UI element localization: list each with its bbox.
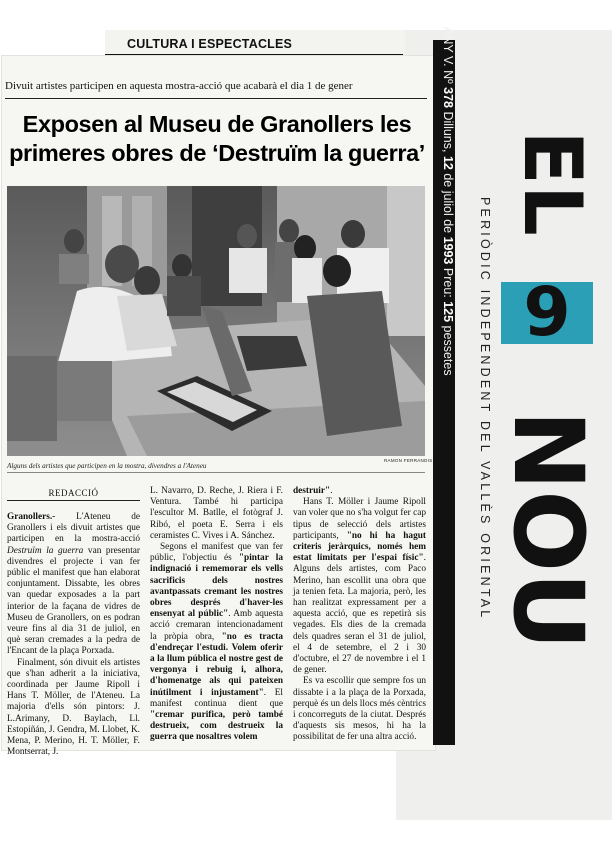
article-column-3 <box>293 486 426 744</box>
logo-el <box>505 128 599 238</box>
logo-nou <box>492 400 604 660</box>
col2-paragraph-2 <box>150 542 283 744</box>
issue-prefix: ANY V. Nº <box>441 27 455 88</box>
article-headline <box>6 110 428 168</box>
manifest-quote-2: "no es tracta d'endreçar l'estudi. Volem oferir a la llum pública el nostre gest de vergonya i rebuig i, alhora, d'homenatge als qui pateixen inútilment i injustament" <box>150 631 283 698</box>
article-column-1 <box>7 512 140 758</box>
manifest-quote-end: destruir" <box>293 486 331 496</box>
article-kicker: Divuit artistes participen en aquesta mostra-acció que acabarà el dia 1 de gener <box>5 80 353 92</box>
logo-9-box <box>501 273 593 352</box>
caption-rule <box>7 472 425 473</box>
dateline: Granollers.- <box>7 512 56 522</box>
photo-caption: Alguns dels artistes que participen en la mostra, divendres a l'Ateneu <box>7 462 207 470</box>
photo-credit: RAMON FERRANDIS <box>384 458 433 463</box>
col2-paragraph-1: L. Navarro, D. Reche, J. Riera i F. Ventura. També hi participa l'escultor M. Batlle, el fotògraf J. Ribó, el poeta E. Serra i els ceramistes C. Vives i A. Sánchez. <box>150 486 283 541</box>
masthead-issue-bar <box>433 27 455 745</box>
article-byline: REDACCIÓ <box>48 488 99 498</box>
issue-year: 1993 <box>441 236 455 265</box>
manifest-quote-1: "pintar la indignació i rememorar els vells sacrificis dels nostres avantpassats cremant les nostres obres després d'haver-les ensenyat al públic" <box>150 553 284 620</box>
col3-text-b: . Alguns dels artistes, com Paco Merino, han escollit una obra que ja tenien feta. La majoria, però, les han realitzat expressament per a aquesta acció, que es repetirà sis vegades. Els dies de la cremada dels quadres seran el 31 de juliol, el 4 de setembre, el 2 i 30 d'octubre, el 27 de novembre i el 1 de gener. <box>293 553 426 676</box>
article-column-2 <box>150 486 283 744</box>
issue-price-label: Preu: <box>441 264 455 302</box>
issue-currency: pessetes <box>441 322 455 376</box>
col1-paragraph-2: Finalment, són divuit els artistes que s'han adherit a la iniciativa, coordinada per Jaume Ripoll i Hans T. Möller, de l'Ateneu. La majoria d'ells són pintors: J. L.Arimany, D. Baylach, Ll. Estopiñán, J. Gendra, M. Llobet, K. Mena, P. Merino, H. T. Möller, F. Montserrat, J. <box>7 657 140 758</box>
photo-illustration <box>7 186 425 456</box>
issue-day: Dilluns, <box>441 108 455 156</box>
byline-rule <box>7 500 140 501</box>
logo-nou-text: NOU <box>492 410 604 650</box>
kicker-rule <box>5 98 427 99</box>
section-label: CULTURA I ESPECTACLES <box>127 37 293 51</box>
article-photo <box>7 186 425 456</box>
col1-text-a: L'Ateneu de Granollers i els divuit artistes que participen en la mostra-acció <box>7 512 140 545</box>
col3-text-a: Hans T. Möller i Jaume Ripoll van voler que no s'ha volgut fer cap tipus de selecció dels artistes participants, <box>293 497 426 541</box>
headline-line-2: primeres obres de ‘Destruïm la guerra’ <box>9 140 425 166</box>
col3-paragraph-2: Es va escollir que sempre fos un dissabte i a la plaça de la Porxada, perquè és un dels llocs més cèntrics i concorreguts de la ciutat. Després d'aquests sis mesos, hi ha la possibilitat de fer una altra acció. <box>293 676 426 743</box>
headline-line-1: Exposen al Museu de Granollers les <box>22 111 412 137</box>
col3-paragraph-0 <box>293 486 426 497</box>
manifest-quote-3: "cremar purifica, però també destrueix, com destrueix la guerra que nosaltres volem <box>150 710 283 743</box>
col2-text-b: . Amb aquesta acció cremaran intencionadament la pròpia obra, <box>150 609 284 642</box>
exhibition-title: Destruïm la guerra <box>7 545 84 556</box>
issue-price: 125 <box>441 301 455 323</box>
issue-number: 378 <box>441 87 455 109</box>
col2-text-a: Segons el manifest que van fer públic, l'objectiu és <box>150 542 283 564</box>
organizers-quote: "no hi ha hagut criteris jeràrquics, només hem estat limitats per l'espai físic" <box>293 530 426 564</box>
logo-9: 9 <box>523 273 571 352</box>
issue-line <box>441 27 455 477</box>
issue-month: de juliol de <box>441 169 455 237</box>
col3-text-end: . <box>330 486 333 496</box>
issue-date-number: 12 <box>441 155 455 170</box>
col1-paragraph-1 <box>7 512 140 658</box>
masthead-tagline: PERIÒDIC INDEPENDENT DEL VALLÈS ORIENTAL <box>478 197 492 621</box>
logo-el-text: EL <box>506 130 599 236</box>
col1-text-b: van presentar divendres el projecte i van fer públic el manifest que han elaborat conjuntament. Dissabte, les obres van quedar exposades a la part interior de la façana de vidres de Museu de Granollers, on es podran veure fins al dia 31 de juliol, en què seran cremades a la pedra de l'Encant de la plaça Porxada. <box>7 545 140 657</box>
col3-paragraph-1 <box>293 497 426 676</box>
col2-text-c: . El manifest continua dient que <box>150 687 283 709</box>
